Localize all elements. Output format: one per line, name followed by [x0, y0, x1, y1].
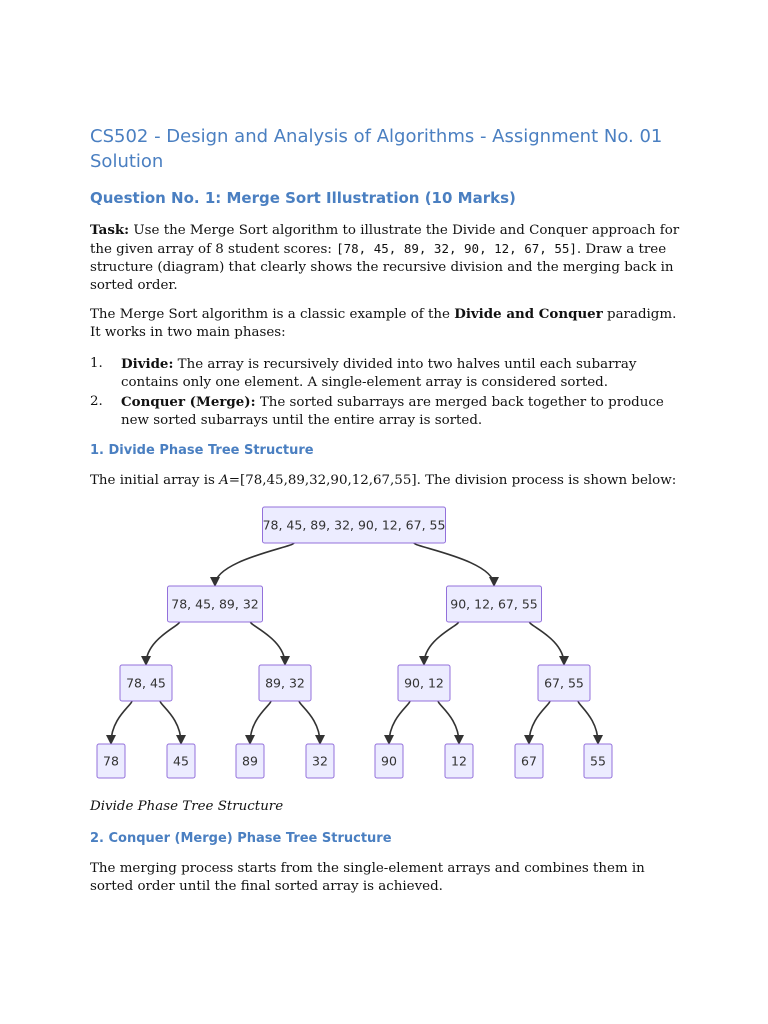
tree-leaf-node [445, 744, 473, 778]
intro-paragraph [90, 305, 680, 342]
task-text-before: Use the Merge Sort algorithm to illustrate the Divide and Conquer approach for the given array of 8 student scores: [90, 223, 680, 257]
node-label: 78, 45 [126, 675, 166, 691]
initial-before: The initial array is [90, 473, 220, 488]
page-title: CS502 - Design and Analysis of Algorithms - Assignment No. 01 Solution [90, 126, 663, 172]
tree-leaf-node [375, 744, 403, 778]
list-item-body [121, 393, 681, 430]
node-label: 89 [242, 753, 258, 769]
tree-edge [111, 701, 132, 743]
list-item-conquer [90, 393, 680, 429]
tree-level2-node [538, 665, 590, 701]
list-item-text: The array is recursively divided into two halves until each subarray contains only one element. A single-element array is considered sorted. [121, 357, 637, 390]
list-item-label: Conquer (Merge): [121, 394, 256, 410]
list-item-text: The sorted subarrays are merged back together to produce new sorted subarrays until the entire array is sorted. [121, 395, 664, 428]
node-label: 90, 12, 67, 55 [450, 596, 538, 612]
tree-edge [160, 701, 181, 743]
tree-edge [530, 622, 565, 664]
diagram-caption: Divide Phase Tree Structure [90, 799, 284, 814]
tree-edge [414, 543, 494, 585]
tree-edge [146, 622, 180, 664]
list-item-divide [90, 355, 680, 391]
node-label: 78, 45, 89, 32 [171, 596, 259, 612]
tree-leaf-node [584, 744, 612, 778]
divide-tree-diagram [90, 500, 680, 795]
list-number: 2. [90, 394, 103, 409]
conquer-paragraph: The merging process starts from the single-element arrays and combines them in sorted order until the final sorted array is achieved. [90, 861, 645, 894]
list-item-label: Divide: [121, 356, 174, 372]
tree-edge [251, 622, 286, 664]
tree-level2-node [120, 665, 172, 701]
tree-leaf-node [515, 744, 543, 778]
node-label: 55 [590, 753, 606, 769]
tree-level2-node [259, 665, 311, 701]
tree-edge [578, 701, 598, 743]
tree-leaf-node [236, 744, 264, 778]
task-text-after: . Draw a tree structure (diagram) that clearly shows the recursive division and the merging back in sorted order. [90, 242, 674, 293]
math-value: =[78,45,89,32,90,12,67,55] [228, 473, 417, 488]
node-label: 67 [521, 753, 537, 769]
initial-after: . The division process is shown below: [416, 473, 677, 488]
node-label: 67, 55 [544, 675, 584, 691]
node-label: 45 [173, 753, 189, 769]
tree-edge [529, 701, 550, 743]
tree-level1-node [168, 586, 263, 622]
divide-heading: 1. Divide Phase Tree Structure [90, 443, 314, 458]
node-label: 90, 12 [404, 675, 444, 691]
node-label: 32 [312, 753, 328, 769]
node-label: 78 [103, 753, 119, 769]
task-paragraph [90, 221, 680, 295]
intro-before: The Merge Sort algorithm is a classic example of the [90, 307, 455, 322]
tree-edge [438, 701, 459, 743]
tree-edge [215, 543, 294, 585]
task-array-code: [78, 45, 89, 32, 90, 12, 67, 55] [336, 241, 577, 256]
tree-edge [389, 701, 410, 743]
node-label: 12 [451, 753, 467, 769]
initial-array-paragraph [90, 472, 680, 490]
tree-leaf-node [306, 744, 334, 778]
tree-edge [424, 622, 459, 664]
task-label: Task: [90, 222, 130, 238]
conquer-heading: 2. Conquer (Merge) Phase Tree Structure [90, 831, 392, 846]
node-label: 89, 32 [265, 675, 305, 691]
tree-edge [250, 701, 271, 743]
question-heading: Question No. 1: Merge Sort Illustration (10 Marks) [90, 189, 516, 207]
tree-level1-node [447, 586, 542, 622]
list-number: 1. [90, 356, 103, 371]
tree-leaf-node [97, 744, 125, 778]
node-label: 90 [381, 753, 397, 769]
intro-bold: Divide and Conquer [454, 306, 603, 322]
intro-after: paradigm. It works in two main phases: [90, 307, 677, 340]
math-var: A [219, 473, 229, 488]
list-item-body [121, 355, 681, 392]
tree-edge [299, 701, 320, 743]
tree-leaf-node [167, 744, 195, 778]
node-label: 78, 45, 89, 32, 90, 12, 67, 55 [262, 517, 446, 533]
tree-root-node [263, 507, 446, 543]
tree-level2-node [398, 665, 450, 701]
